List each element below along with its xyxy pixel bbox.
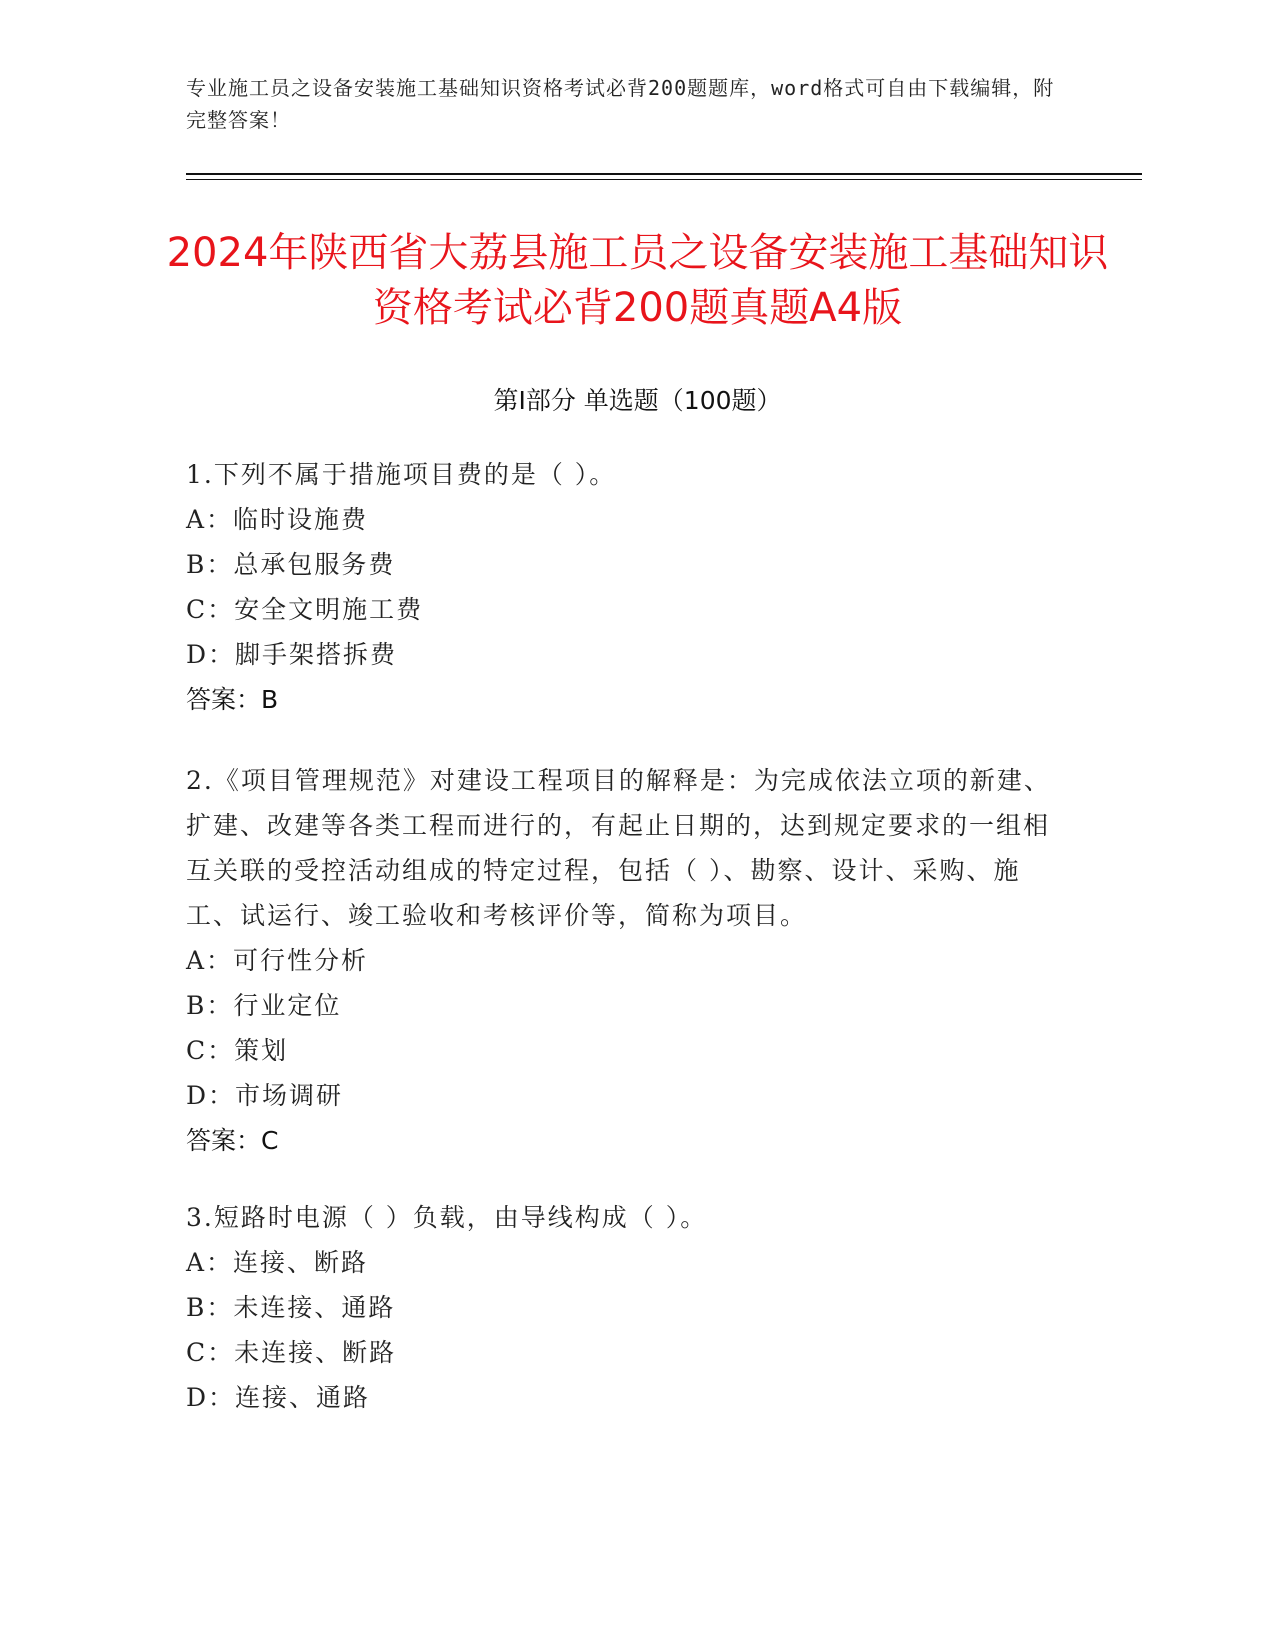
option-a: A：临时设施费 (186, 505, 369, 534)
question-stem: 3.短路时电源（ ）负载，由导线构成（ ）。 (186, 1203, 708, 1232)
option-c: C：安全文明施工费 (186, 595, 424, 624)
header-divider-thick (186, 173, 1142, 175)
option-b: B：行业定位 (186, 991, 342, 1020)
answer: 答案：C (186, 1126, 279, 1155)
document-title: 2024年陕西省大荔县施工员之设备安装施工基础知识资格考试必背200题真题A4版 (166, 230, 1109, 331)
option-a: A：可行性分析 (186, 946, 369, 975)
option-c: C：未连接、断路 (186, 1338, 397, 1367)
question-stem: 2.《项目管理规范》对建设工程项目的解释是：为完成依法立项的新建、扩建、改建等各类工程而进行的，有起止日期的，达到规定要求的一组相互关联的受控活动组成的特定过程，包括（ ）、勘察、设计、采购、施工、试运行、竣工验收和考核评价等，简称为项目。 (186, 766, 1051, 930)
question-1 (186, 452, 1066, 722)
option-b: B：总承包服务费 (186, 550, 396, 579)
answer: 答案：B (186, 685, 279, 714)
header-note: 专业施工员之设备安装施工基础知识资格考试必背200题题库，word格式可自由下载编辑，附完整答案！ (186, 76, 1055, 132)
question-3 (186, 1195, 1066, 1420)
option-d: D：市场调研 (186, 1081, 344, 1110)
option-b: B：未连接、通路 (186, 1293, 396, 1322)
section-title: 第Ⅰ部分 单选题（100题） (493, 386, 782, 415)
option-d: D：连接、通路 (186, 1383, 371, 1412)
option-a: A：连接、断路 (186, 1248, 369, 1277)
option-c: C：策划 (186, 1036, 289, 1065)
question-2 (186, 758, 1066, 1163)
header-divider-thin (186, 179, 1142, 180)
option-d: D：脚手架搭拆费 (186, 640, 398, 669)
question-stem: 1.下列不属于措施项目费的是（ ）。 (186, 460, 617, 489)
